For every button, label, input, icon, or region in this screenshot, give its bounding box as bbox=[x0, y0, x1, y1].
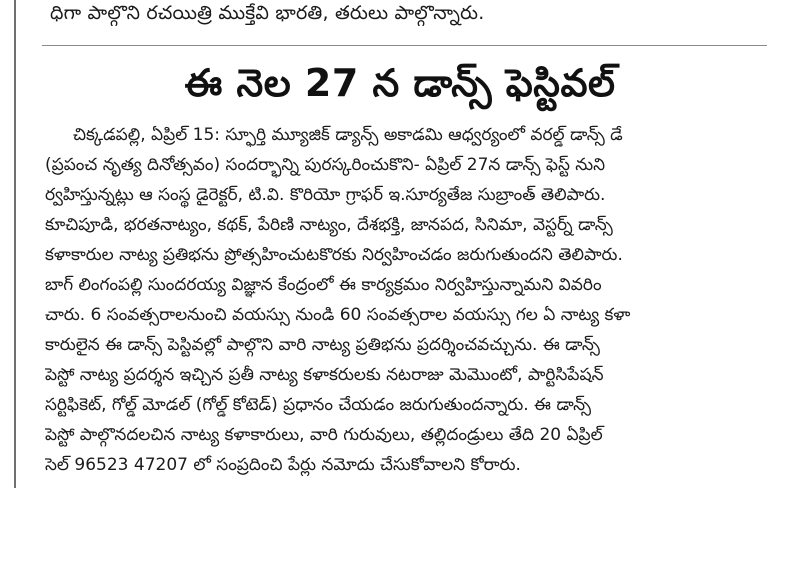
article-line: సెల్ 96523 47207 లో సంప్రదించి పేర్లు నమోదు చేసుకోవాలని కోరారు. bbox=[45, 455, 521, 475]
article-line: (ప్రపంచ నృత్య దినోత్సవం) సందర్భాన్ని పురస్కరించుకొని- ఏప్రిల్ 27న డాన్స్ ఫెస్ట్ నుని bbox=[45, 155, 606, 175]
article-line: చారు. 6 సంవత్సరాలనుంచి వయస్సు నుండి 60 సంవత్సరాల వయస్సు గల ఏ నాట్య కళా bbox=[45, 305, 631, 325]
article-body bbox=[45, 120, 760, 480]
article-line: కారులైన ఈ డాన్స్ పెస్టివల్లో పాల్గొని వారి నాట్య ప్రతిభను ప్రదర్శించవచ్చును. ఈ డాన్స్ bbox=[45, 335, 600, 355]
article-line: పెస్టో నాట్య ప్రదర్శన ఇచ్చిన ప్రతీ నాట్య కళాకరులకు నటరాజు మెమొంటో, పార్టిసిపేషన్ bbox=[45, 365, 604, 385]
article-separator bbox=[42, 45, 767, 46]
previous-article-snippet: ధిగా పాల్గొని రచయిత్రి ముక్తేవి భారతి, తరులు పాల్గొన్నారు. bbox=[50, 2, 485, 24]
article-line: కళాకారుల నాట్య ప్రతిభను ప్రోత్సహించుటకొరకు నిర్వహించడం జరుగుతుందని తెలిపారు. bbox=[45, 245, 623, 265]
article-line: బాగ్ లింగంపల్లి సుందరయ్య విజ్ఞాన కేంద్రంలో ఈ కార్యక్రమం నిర్వహిస్తున్నామని వివరిం bbox=[45, 275, 602, 295]
article-line: ర్వహిస్తున్నట్లు ఆ సంస్థ డైరెక్టర్, టి.వి. కొరియో గ్రాఫర్ ఇ.సూర్యతేజ సుబ్రాంత్ తెలిపారు. bbox=[45, 185, 606, 205]
article-line: చిక్కడపల్లి, ఏప్రిల్ 15: స్ఫూర్తి మ్యూజిక్ డ్యాన్స్ అకాడమి ఆధ్వర్యంలో వరల్డ్ డాన్స్ డే bbox=[73, 125, 623, 145]
article-line: కూచిపూడి, భరతనాట్యం, కథక్, పేరిణి నాట్యం, దేశభక్తి, జానపద, సినిమా, వెస్టర్న్ డాన్స్ bbox=[45, 215, 613, 235]
article-headline: ఈ నెల 27 న డాన్స్ ఫెస్టివల్ bbox=[184, 61, 616, 105]
article-line: సర్టిఫికెట్, గోల్డ్ మోడల్ (గోల్డ్ కోటెడ్) ప్రధానం చేయడం జరుగుతుందన్నారు. ఈ డాన్స్ bbox=[45, 395, 592, 415]
article-line: పెస్టో పాల్గొనదలచిన నాట్య కళాకారులు, వారి గురువులు, తల్లిదండ్రులు తేది 20 ఏప్రిల్ bbox=[45, 425, 603, 445]
